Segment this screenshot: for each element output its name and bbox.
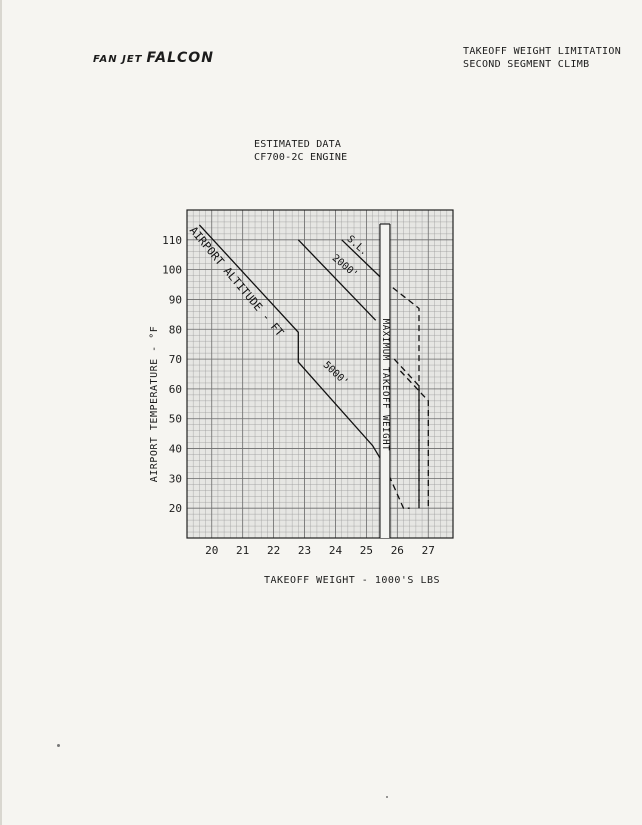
- x-tick-label: 26: [390, 544, 404, 557]
- subtitle-line2: CF700-2C ENGINE: [254, 152, 348, 163]
- x-tick-label: 22: [266, 544, 281, 557]
- y-tick-label: 80: [168, 323, 182, 337]
- x-axis-label: TAKEOFF WEIGHT - 1000'S LBS: [263, 575, 441, 586]
- page-title-line2: SECOND SEGMENT CLIMB: [463, 59, 590, 70]
- y-axis-label: AIRPORT TEMPERATURE - °F: [149, 325, 160, 483]
- max-weight-label: MAXIMUM TAKEOFF WEIGHT: [379, 318, 390, 452]
- annotation-label: S.L.: [344, 233, 370, 258]
- page-title-line1: TAKEOFF WEIGHT LIMITATION: [463, 46, 622, 57]
- brand-prefix: FAN JET: [93, 54, 143, 65]
- y-tick-label: 60: [168, 382, 182, 396]
- y-tick-label: 110: [162, 233, 182, 247]
- annotation-label: 5000': [320, 359, 351, 389]
- x-tick-label: 27: [421, 544, 435, 557]
- stray-mark: [57, 744, 60, 747]
- brand-name: FALCON: [146, 50, 214, 66]
- x-tick-label: 24: [328, 544, 343, 557]
- x-tick-label: 25: [359, 544, 374, 557]
- subtitle-line1: ESTIMATED DATA: [254, 139, 342, 150]
- x-tick-label: 21: [236, 544, 250, 557]
- annotation-label: 2000': [329, 252, 360, 281]
- stray-mark: [386, 796, 388, 798]
- y-tick-label: 100: [162, 263, 182, 277]
- y-tick-label: 30: [168, 472, 182, 486]
- y-tick-label: 50: [168, 412, 182, 426]
- y-tick-label: 40: [168, 442, 182, 456]
- annotation-label: AIRPORT ALTITUDE - FT: [186, 224, 287, 340]
- y-tick-label: 90: [168, 293, 182, 307]
- y-tick-label: 70: [168, 353, 182, 367]
- x-tick-label: 23: [297, 544, 312, 557]
- x-tick-label: 20: [205, 544, 219, 557]
- y-tick-label: 20: [168, 502, 182, 516]
